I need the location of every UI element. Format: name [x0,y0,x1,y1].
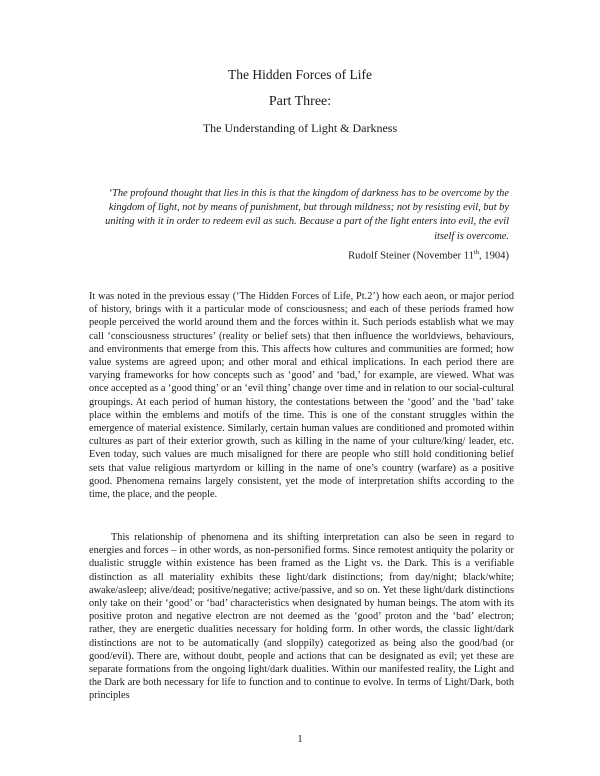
body-paragraph-1: It was noted in the previous essay (‘The Hidden Forces of Life, Pt.2’) how each aeon, or major period of history, brings with it a particular mode of consciousness; and each of these periods framed how people perceived the world around them and the forces within it. Such periods establish what we may call ‘consciousness structures’ (reality or belief sets) that then influence the worldviews, behaviours, and environments that emerge from this. This affects how cultures and communities are formed; how value systems are agreed upon; and other moral and ethical implications. In each period there are varying frameworks for how concepts such as ‘good’ and ‘bad,’ for example, are viewed. What was once accepted as a ‘good thing’ or an ‘evil thing’ change over time and in relation to our social-cultural groupings. At each period of human history, the contestations between the ‘good’ and the ‘bad’ take place within the emblems and motifs of the time. This is one of the constant struggles within the emergence of material existence. Similarly, certain human values are conditioned and promoted within cultures as part of their exterior growth, such as killing in the name of your culture/king/ leader, etc. Even today, such values are much misaligned for there are people who still hold conditioning belief sets that value religious martyrdom or killing in the name of one’s country (warfare) as a positive good. Phenomena remains largely consistent, yet the mode of interpretation shifts according to the time, the place, and the people. [89,291,514,501]
epigraph-quote: ‘The profound thought that lies in this is that the kingdom of darkness has to be overcome by the kingdom of light, not by means of punishment, but through mildness; not by resisting evil, but by uniting with it in order to redeem evil as such. Because a part of the light enters into evil, the evil itself is overcome. [105,188,509,242]
epigraph-attribution [348,249,509,262]
attribution-author: Rudolf Steiner (November 11 [348,250,474,262]
page-number: 1 [297,734,303,745]
body-paragraph-2: This relationship of phenomena and its shifting interpretation can also be seen in regard to energies and forces – in other words, as non-personified forms. Since remotest antiquity the polarity or dualistic struggle within existence has been framed as the Light vs. the Dark. This is a verifiable distinction as all materiality exhibits these light/dark distinctions; from day/night; black/white; awake/asleep; alive/dead; positive/negative; active/passive, and so on. Yet these light/dark distinctions only take on their ‘good’ or ‘bad’ characteristics when designated by human beings. The atom with its positive proton and negative electron are not deemed as the ‘good’ proton and the ‘bad’ electron; rather, they are energetic dualities necessary for holding form. In other words, the classic light/dark distinctions are not to be automatically (and sloppily) categorized as being also the good/bad (or good/evil). There are, without doubt, people and actions that can be designated as evil; yet these are separate formations from the ongoing light/dark dualities. Within our manifested reality, the Light and the Dark are both necessary for life to function and to continue to evolve. In terms of Light/Dark, both principles [89,532,514,702]
section-subtitle: The Understanding of Light & Darkness [202,121,398,135]
document-title: The Hidden Forces of Life [228,67,372,82]
part-heading: Part Three: [268,94,332,109]
attribution-year: , 1904) [478,250,509,262]
attribution-superscript: th [473,249,479,256]
